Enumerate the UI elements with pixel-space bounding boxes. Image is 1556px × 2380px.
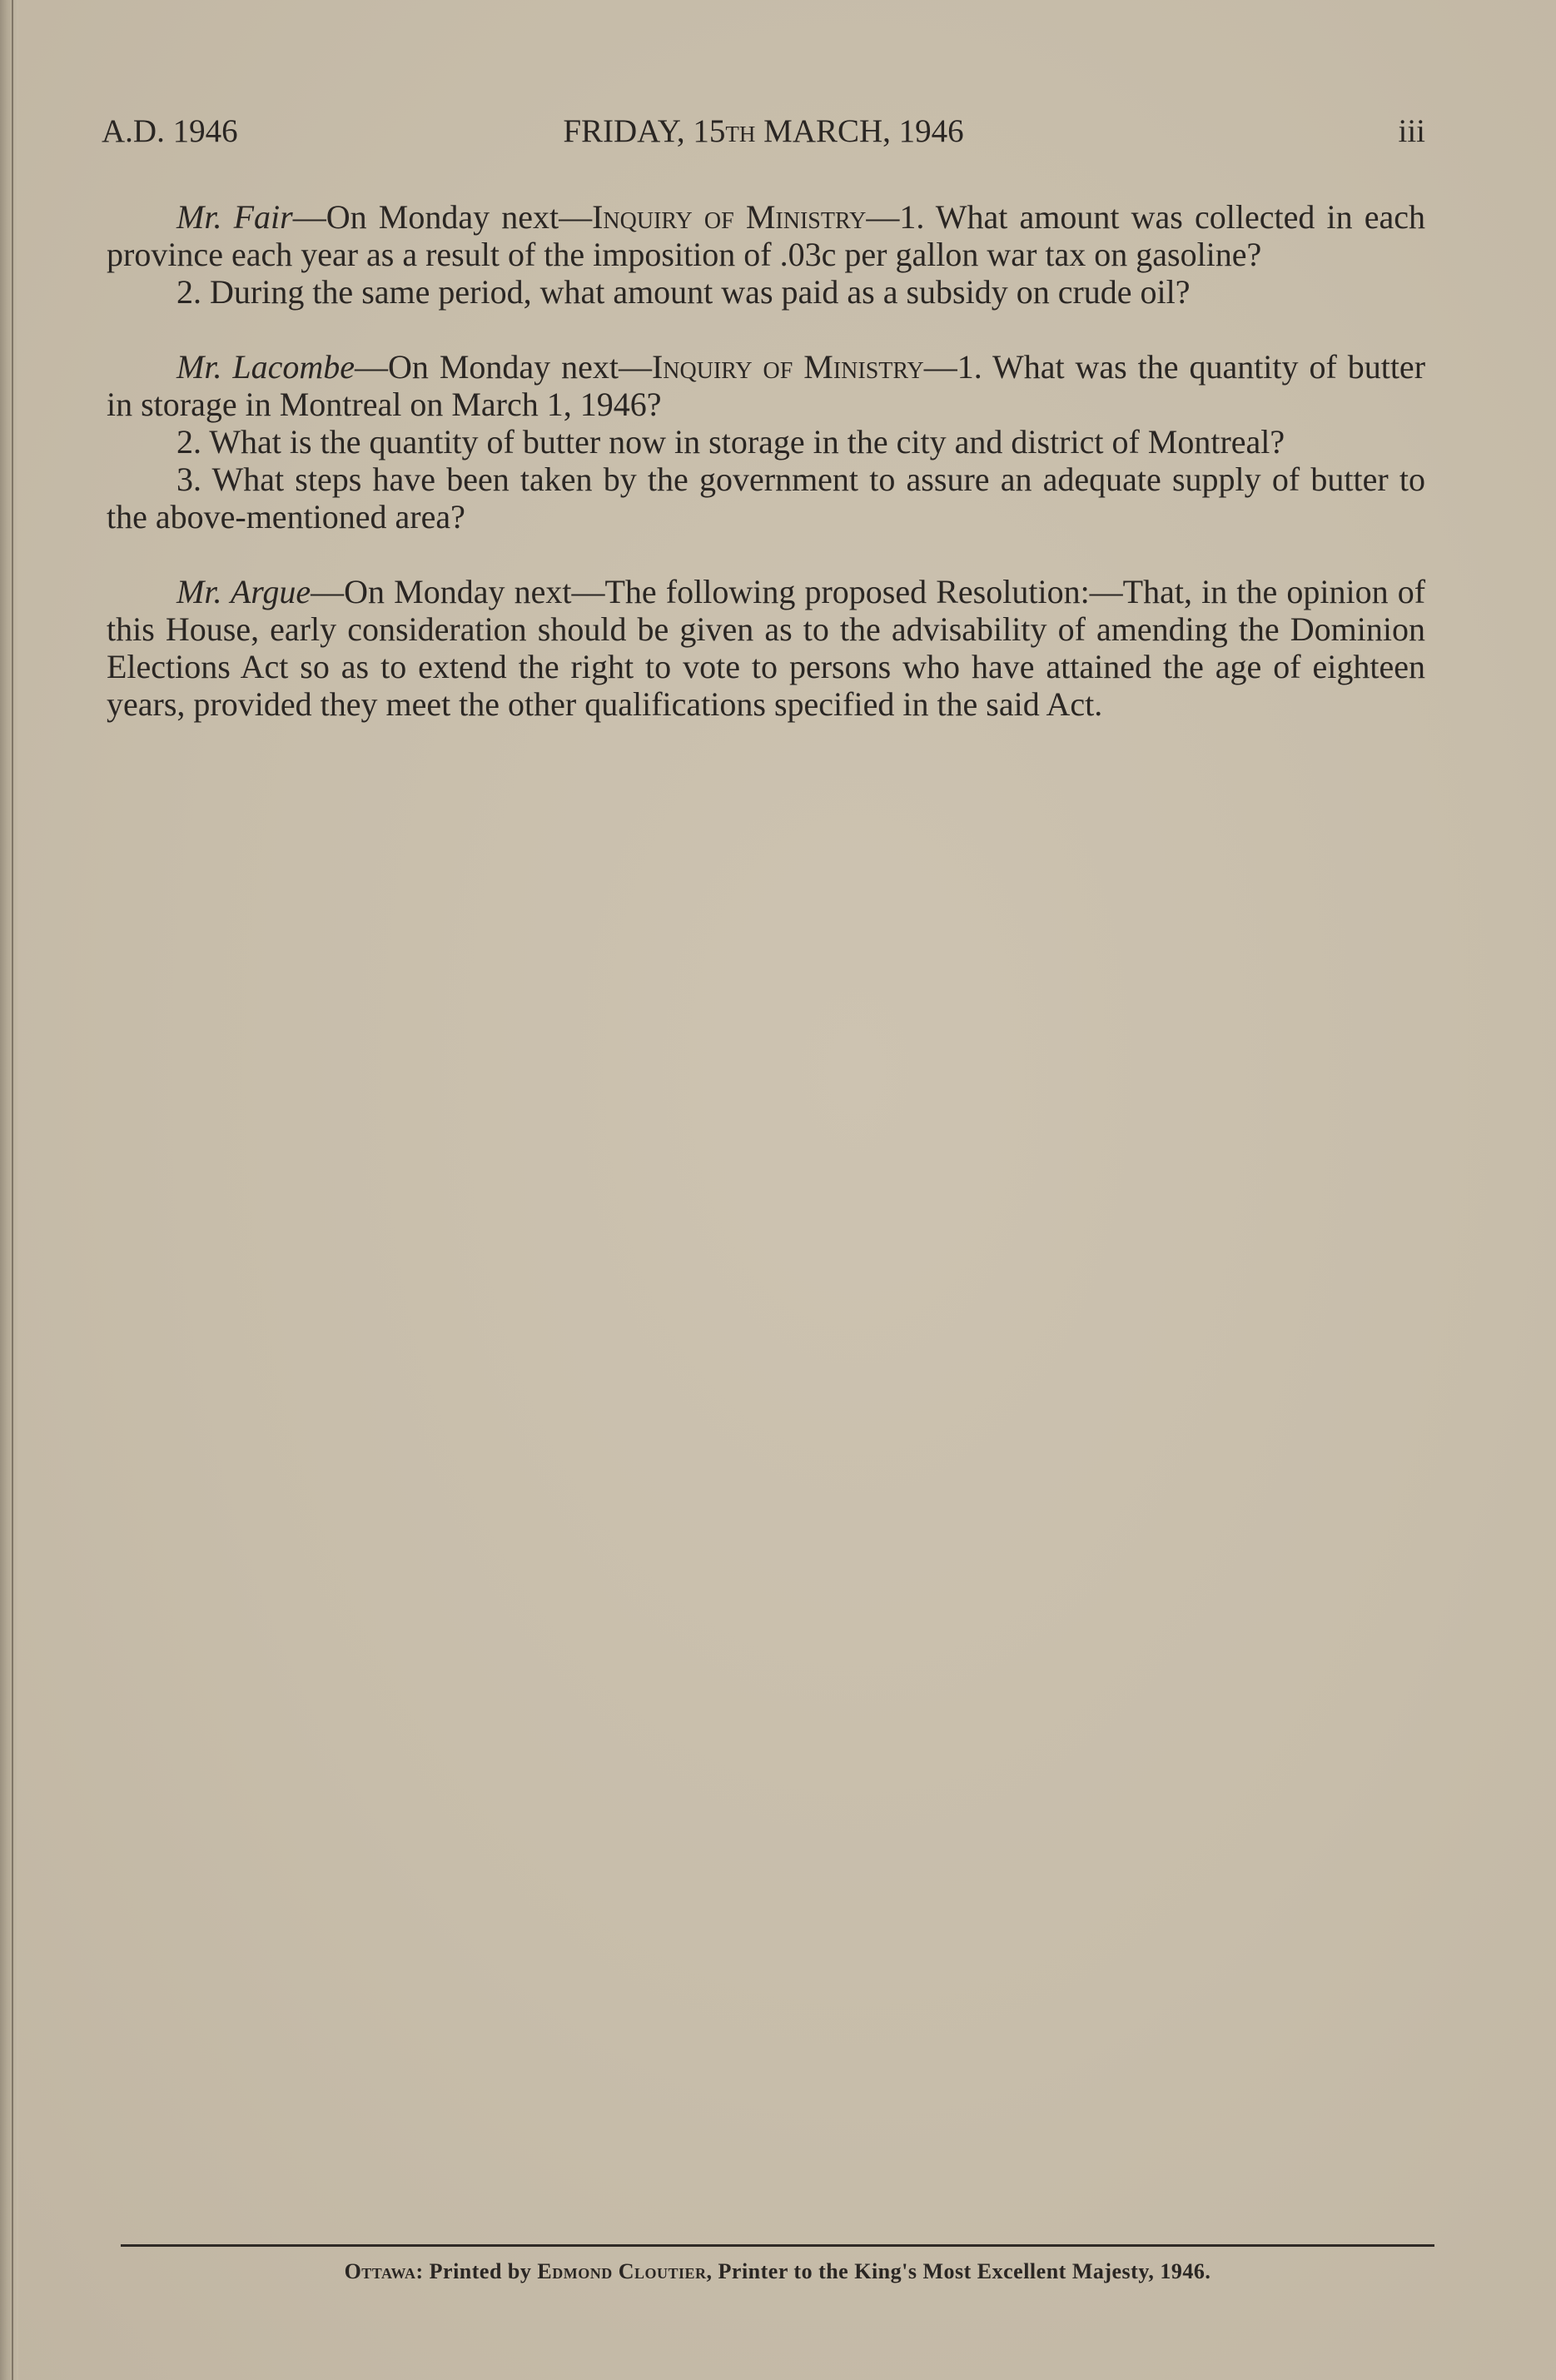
notice-paragraph bbox=[107, 348, 1425, 423]
notices-body bbox=[107, 198, 1425, 760]
mover-name: Mr. Argue bbox=[176, 573, 311, 610]
notice-heading: Inquiry of Ministry bbox=[592, 198, 867, 236]
notice-resolution: —On Monday next—The following proposed Resolution:—That, in the opinion of this House, early consideration should be given as to the advisability of amending the Dominion Elections Act so as to extend the right to vote to persons who have attained the age of eighteen years, provided they meet the other qualifications specified in the said Act. bbox=[107, 573, 1426, 723]
printer-imprint bbox=[121, 2259, 1434, 2284]
page-spine-shadow bbox=[0, 0, 18, 2380]
header-date-suffix: th bbox=[725, 113, 756, 149]
running-head bbox=[102, 107, 1425, 157]
page-spine-line bbox=[12, 0, 13, 2380]
notice-text: —1. What was the quantity of butter in storage in Montreal on March 1, 1946? bbox=[107, 348, 1426, 423]
header-date bbox=[102, 107, 1425, 157]
imprint-text-1: : Printed by bbox=[415, 2259, 538, 2283]
notice-lead: —On Monday next— bbox=[292, 198, 593, 236]
imprint-text-2: , Printer to the King's Most Excellent Majesty, 1946. bbox=[706, 2259, 1211, 2283]
notice-paragraph bbox=[107, 573, 1425, 723]
mover-name: Mr. Lacombe bbox=[176, 348, 355, 386]
notice-question: 2. During the same period, what amount was paid as a subsidy on crude oil? bbox=[176, 273, 1191, 311]
header-date-rest: MARCH, 1946 bbox=[755, 113, 964, 149]
notice-entry-argue bbox=[107, 573, 1425, 723]
header-date-prefix: FRIDAY, 15 bbox=[563, 113, 726, 149]
notice-text: —1. What amount was collected in each province each year as a result of the imposition of .03c per gallon war tax on gasoline? bbox=[107, 198, 1425, 273]
notice-question: 3. What steps have been taken by the government to assure an adequate supply of butter to the above-mentioned area? bbox=[107, 461, 1425, 535]
imprint-printer: Edmond Cloutier bbox=[537, 2259, 707, 2283]
page-number: iii bbox=[1398, 113, 1425, 149]
notice-entry-fair bbox=[107, 198, 1425, 311]
notice-lead: —On Monday next— bbox=[355, 348, 652, 386]
imprint-city: Ottawa bbox=[344, 2259, 416, 2283]
mover-name: Mr. Fair bbox=[176, 198, 293, 236]
header-year: A.D. 1946 bbox=[102, 113, 238, 149]
notice-heading: Inquiry of Ministry bbox=[651, 348, 924, 386]
notice-paragraph bbox=[107, 198, 1425, 273]
notice-entry-lacombe bbox=[107, 348, 1425, 535]
footer-rule bbox=[121, 2244, 1434, 2247]
notice-question: 2. What is the quantity of butter now in storage in the city and district of Montreal? bbox=[176, 423, 1285, 461]
